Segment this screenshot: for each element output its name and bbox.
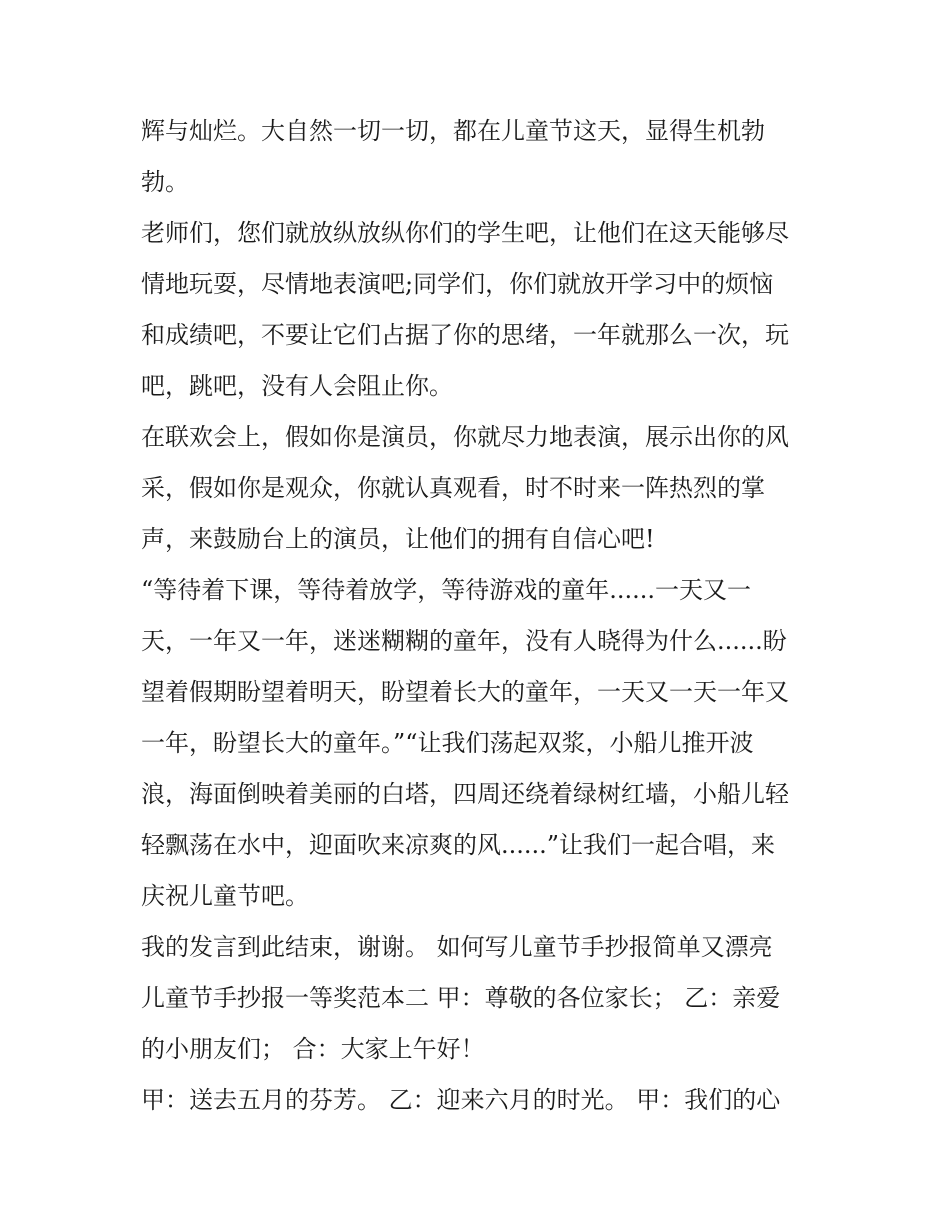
paragraph (141, 1075, 821, 1126)
text-line: “等待着下课，等待着放学，等待游戏的童年......一天又一 (141, 576, 752, 604)
paragraph (141, 565, 821, 922)
text-line: 老师们，您们就放纵放纵你们的学生吧，让他们在这天能够尽 (141, 219, 789, 247)
paragraph (141, 208, 821, 412)
text-line: 声，来鼓励台上的演员，让他们的拥有自信心吧! (141, 525, 655, 553)
text-line: 庆祝儿童节吧。 (141, 882, 309, 910)
text-line: 甲：送去五月的芬芳。 乙：迎来六月的时光。 甲：我们的心 (141, 1086, 781, 1114)
text-line: 的小朋友们； 合：大家上午好！ (141, 1035, 485, 1063)
text-line: 在联欢会上，假如你是演员，你就尽力地表演，展示出你的风 (141, 423, 789, 451)
text-line: 儿童节手抄报一等奖范本二 甲：尊敬的各位家长； 乙：亲爱 (141, 984, 781, 1012)
paragraph (141, 922, 821, 1075)
text-line: 采，假如你是观众，你就认真观看，时不时来一阵热烈的掌 (141, 474, 765, 502)
text-line: 辉与灿烂。大自然一切一切，都在儿童节这天，显得生机勃 (141, 117, 765, 145)
paragraph (141, 106, 821, 208)
text-line: 和成绩吧，不要让它们占据了你的思绪，一年就那么一次，玩 (141, 321, 789, 349)
paragraph (141, 412, 821, 565)
text-line: 情地玩耍，尽情地表演吧;同学们，你们就放开学习中的烦恼 (141, 270, 774, 298)
text-line: 吧，跳吧，没有人会阻止你。 (141, 372, 453, 400)
text-line: 浪，海面倒映着美丽的白塔，四周还绕着绿树红墙，小船儿轻 (141, 780, 789, 808)
text-line: 一年，盼望长大的童年。”“让我们荡起双浆，小船儿推开波 (141, 729, 754, 757)
text-line: 望着假期盼望着明天，盼望着长大的童年，一天又一天一年又 (141, 678, 789, 706)
text-line: 勃。 (141, 168, 189, 196)
document-body (141, 106, 821, 1126)
text-line: 天，一年又一年，迷迷糊糊的童年，没有人晓得为什么......盼 (141, 627, 787, 655)
text-line: 轻飘荡在水中，迎面吹来凉爽的风......”让我们一起合唱，来 (141, 831, 776, 859)
text-line: 我的发言到此结束，谢谢。 如何写儿童节手抄报简单又漂亮 (141, 933, 773, 961)
